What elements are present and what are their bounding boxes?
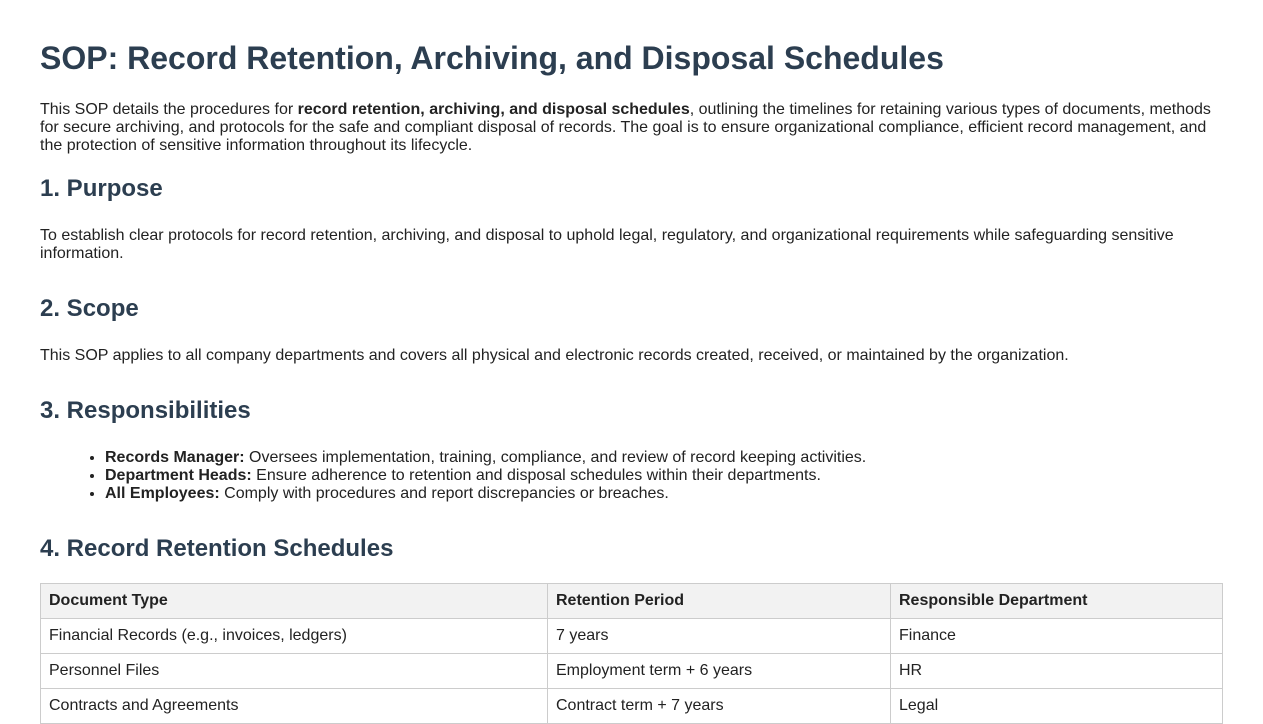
scope-heading: 2. Scope: [40, 295, 139, 322]
role-description: Comply with procedures and report discrepancies or breaches.: [219, 485, 669, 502]
retention-table: [40, 583, 1223, 724]
table-row: [41, 654, 1223, 689]
purpose-heading: 1. Purpose: [40, 175, 163, 202]
role-description: Ensure adherence to retention and disposal schedules within their departments.: [251, 467, 821, 484]
role-label: All Employees:: [105, 485, 220, 502]
schedules-heading: 4. Record Retention Schedules: [40, 535, 394, 562]
intro-text-after: , outlining the timelines for retaining various types of documents, methods for secure archiving, and protocols for the safe and compliant disposal of records. The goal is to ensure organizational compliance, efficient record management, and the protection of sensitive information throughout its lifecycle.: [40, 101, 1211, 154]
intro-text-before: This SOP details the procedures for: [40, 101, 298, 118]
table-row: [41, 689, 1223, 724]
role-label: Department Heads:: [105, 467, 252, 484]
purpose-text: To establish clear protocols for record retention, archiving, and disposal to uphold legal, regulatory, and organizational requirements while safeguarding sensitive information.: [40, 227, 1174, 262]
table-cell: Personnel Files: [41, 654, 548, 689]
list-item: [105, 449, 1223, 467]
table-cell: Legal: [891, 689, 1223, 724]
table-cell: Contract term + 7 years: [548, 689, 891, 724]
responsibilities-heading: 3. Responsibilities: [40, 397, 251, 424]
page-title: SOP: Record Retention, Archiving, and Disposal Schedules: [40, 40, 944, 76]
table-cell: 7 years: [548, 619, 891, 654]
column-header: Document Type: [41, 584, 548, 619]
table-cell: Finance: [891, 619, 1223, 654]
intro-paragraph: [40, 101, 1223, 155]
table-row: [41, 619, 1223, 654]
table-cell: Financial Records (e.g., invoices, ledgers): [41, 619, 548, 654]
table-header-row: [41, 584, 1223, 619]
table-cell: Employment term + 6 years: [548, 654, 891, 689]
intro-text-bold: record retention, archiving, and disposal schedules: [297, 101, 690, 118]
responsibilities-list: [40, 449, 1223, 503]
scope-text: This SOP applies to all company departments and covers all physical and electronic records created, received, or maintained by the organization.: [40, 347, 1069, 364]
list-item: [105, 485, 1223, 503]
role-description: Oversees implementation, training, compliance, and review of record keeping activities.: [244, 449, 867, 466]
column-header: Responsible Department: [891, 584, 1223, 619]
table-cell: Contracts and Agreements: [41, 689, 548, 724]
table-cell: HR: [891, 654, 1223, 689]
role-label: Records Manager:: [105, 449, 245, 466]
column-header: Retention Period: [548, 584, 891, 619]
list-item: [105, 467, 1223, 485]
